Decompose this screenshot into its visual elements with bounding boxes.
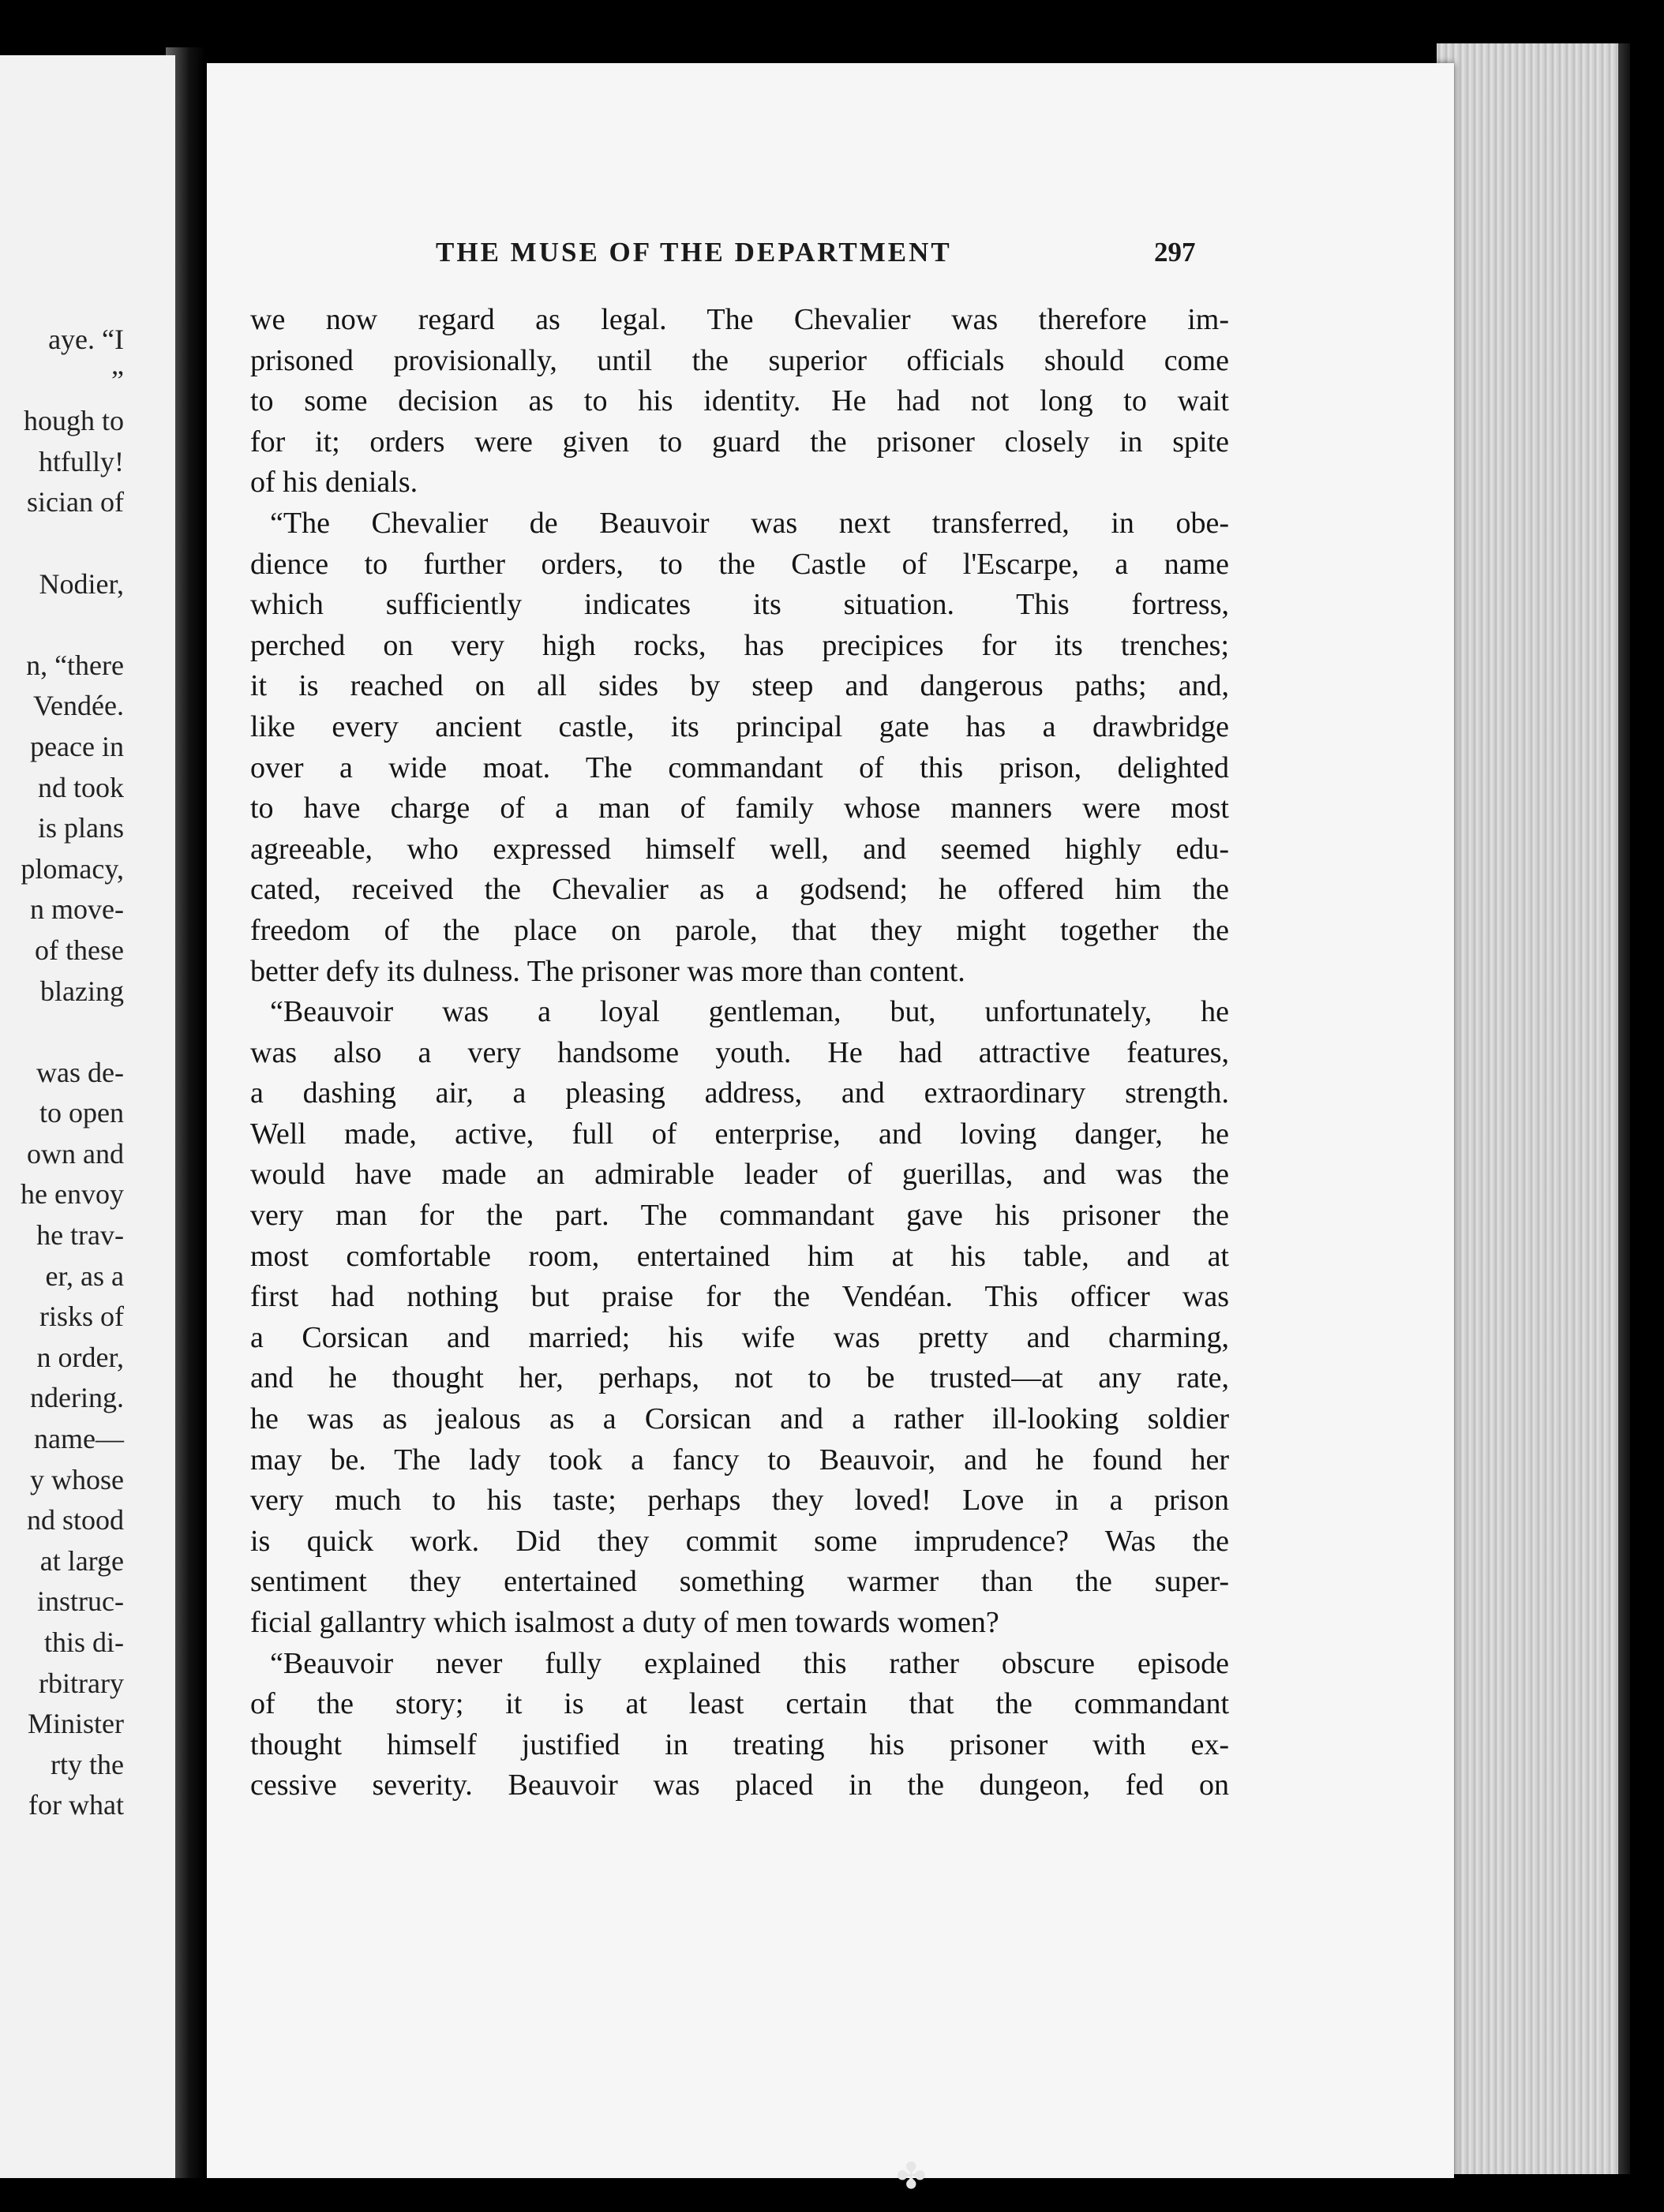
text-line: which sufficiently indicates its situation. This fortress, [250, 588, 1229, 622]
text-line: freedom of the place on parole, that they might together the [250, 913, 1229, 947]
text-line: at large [39, 1544, 124, 1577]
text-line: nd stood [26, 1504, 124, 1536]
text-line: own and [27, 1137, 124, 1170]
text-line: rbitrary [39, 1667, 124, 1699]
text-line: agreeable, who expressed himself well, and seemed highly edu- [250, 832, 1229, 866]
facing-page-left [0, 55, 175, 2178]
text-line: Nodier, [39, 567, 124, 600]
text-line: cessive severity. Beauvoir was placed in the dungeon, fed on [250, 1768, 1229, 1802]
text-line: ficial gallantry which isalmost a duty of men towards women? [250, 1606, 999, 1639]
running-title: THE MUSE OF THE DEPARTMENT [436, 237, 952, 268]
text-line [21, 604, 124, 646]
text-line: “The Chevalier de Beauvoir was next transferred, in obe- [270, 506, 1229, 540]
page-number: 297 [1154, 237, 1196, 268]
text-line: hough to [23, 405, 124, 437]
text-line: very man for the part. The commandant gave his prisoner the [250, 1199, 1229, 1233]
text-line: is quick work. Did they commit some imprudence? Was the [250, 1524, 1229, 1558]
facing-page-text [21, 320, 124, 1826]
text-line [21, 1012, 124, 1053]
text-line: aye. “I [48, 324, 124, 355]
text-line [21, 523, 124, 564]
text-line: very much to his taste; perhaps they loved! Love in a prison [250, 1484, 1229, 1518]
text-line: was de- [36, 1056, 124, 1088]
text-line: peace in [30, 730, 124, 762]
text-line: most comfortable room, entertained him at his table, and at [250, 1239, 1229, 1273]
text-line: rty the [51, 1748, 124, 1780]
text-line: first had nothing but praise for the Vendéan. This officer was [250, 1280, 1229, 1314]
text-line: was also a very handsome youth. He had attractive features, [250, 1035, 1229, 1069]
text-line: prisoned provisionally, until the superior officials should come [250, 343, 1229, 377]
text-line: Minister [28, 1708, 124, 1740]
text-line: y whose [30, 1463, 124, 1495]
text-line: plomacy, [21, 852, 124, 885]
text-line: perched on very high rocks, has precipices for its trenches; [250, 628, 1229, 662]
text-line: like every ancient castle, its principal gate has a drawbridge [250, 709, 1229, 743]
scan-artifact-icon: ✤ [896, 2156, 927, 2196]
text-line: he was as jealous as a Corsican and a rather ill-looking soldier [250, 1402, 1229, 1436]
text-line: n, “there [26, 649, 124, 681]
text-line: is plans [37, 812, 124, 844]
text-line: n move- [30, 893, 124, 926]
text-line: Vendée. [33, 690, 124, 722]
text-line: better defy its dulness. The prisoner was more than content. [250, 954, 965, 988]
text-line: “Beauvoir never fully explained this rather obscure episode [270, 1646, 1229, 1680]
text-line: er, as a [45, 1259, 124, 1292]
text-line: sician of [27, 486, 124, 518]
text-line: this di- [43, 1626, 124, 1658]
text-line: of the story; it is at least certain that the commandant [250, 1687, 1229, 1721]
text-line: for what [28, 1789, 124, 1821]
text-line: instruc- [37, 1585, 124, 1618]
text-line: would have made an admirable leader of guerillas, and was the [250, 1158, 1229, 1192]
text-line: of his denials. [250, 466, 418, 500]
text-line: of these [35, 934, 124, 966]
text-line: he envoy [21, 1178, 124, 1211]
text-line: for it; orders were given to guard the prisoner closely in spite [250, 425, 1229, 458]
text-line: ndering. [30, 1382, 124, 1414]
text-line: we now regard as legal. The Chevalier was therefore im- [250, 303, 1229, 336]
text-line: to have charge of a man of family whose manners were most [250, 792, 1229, 825]
text-line: a dashing air, a pleasing address, and extraordinary strength. [250, 1076, 1229, 1110]
text-line: “Beauvoir was a loyal gentleman, but, unfortunately, he [270, 995, 1229, 1029]
text-line: blazing [40, 975, 124, 1007]
text-line: name— [34, 1423, 124, 1455]
text-line: may be. The lady took a fancy to Beauvoir, and he found her [250, 1443, 1229, 1477]
text-line: cated, received the Chevalier as a godsend; he offered him the [250, 873, 1229, 907]
text-line: thought himself justified in treating his prisoner with ex- [250, 1727, 1229, 1761]
body-text [250, 300, 1229, 1806]
text-line: a Corsican and married; his wife was pretty and charming, [250, 1320, 1229, 1354]
book-page-right [207, 63, 1454, 2178]
text-line: and he thought her, perhaps, not to be trusted—at any rate, [250, 1361, 1229, 1395]
text-line: to open [39, 1097, 124, 1129]
text-line: dience to further orders, to the Castle of l'Escarpe, a name [250, 547, 1229, 581]
running-header [207, 237, 1454, 276]
text-line: he trav- [36, 1219, 124, 1252]
text-line: n order, [36, 1341, 124, 1373]
text-line: to some decision as to his identity. He had not long to wait [250, 384, 1229, 418]
text-line: Well made, active, full of enterprise, and loving danger, he [250, 1117, 1229, 1151]
page-stack-edge [1437, 43, 1618, 2174]
text-line: over a wide moat. The commandant of this prison, delighted [250, 750, 1229, 784]
text-line: ” [111, 364, 124, 396]
text-line: risks of [39, 1301, 124, 1333]
text-line: nd took [37, 771, 124, 803]
text-line: sentiment they entertained something warmer than the super- [250, 1565, 1229, 1599]
text-line: it is reached on all sides by steep and dangerous paths; and, [250, 669, 1229, 703]
text-line: htfully! [39, 445, 124, 477]
